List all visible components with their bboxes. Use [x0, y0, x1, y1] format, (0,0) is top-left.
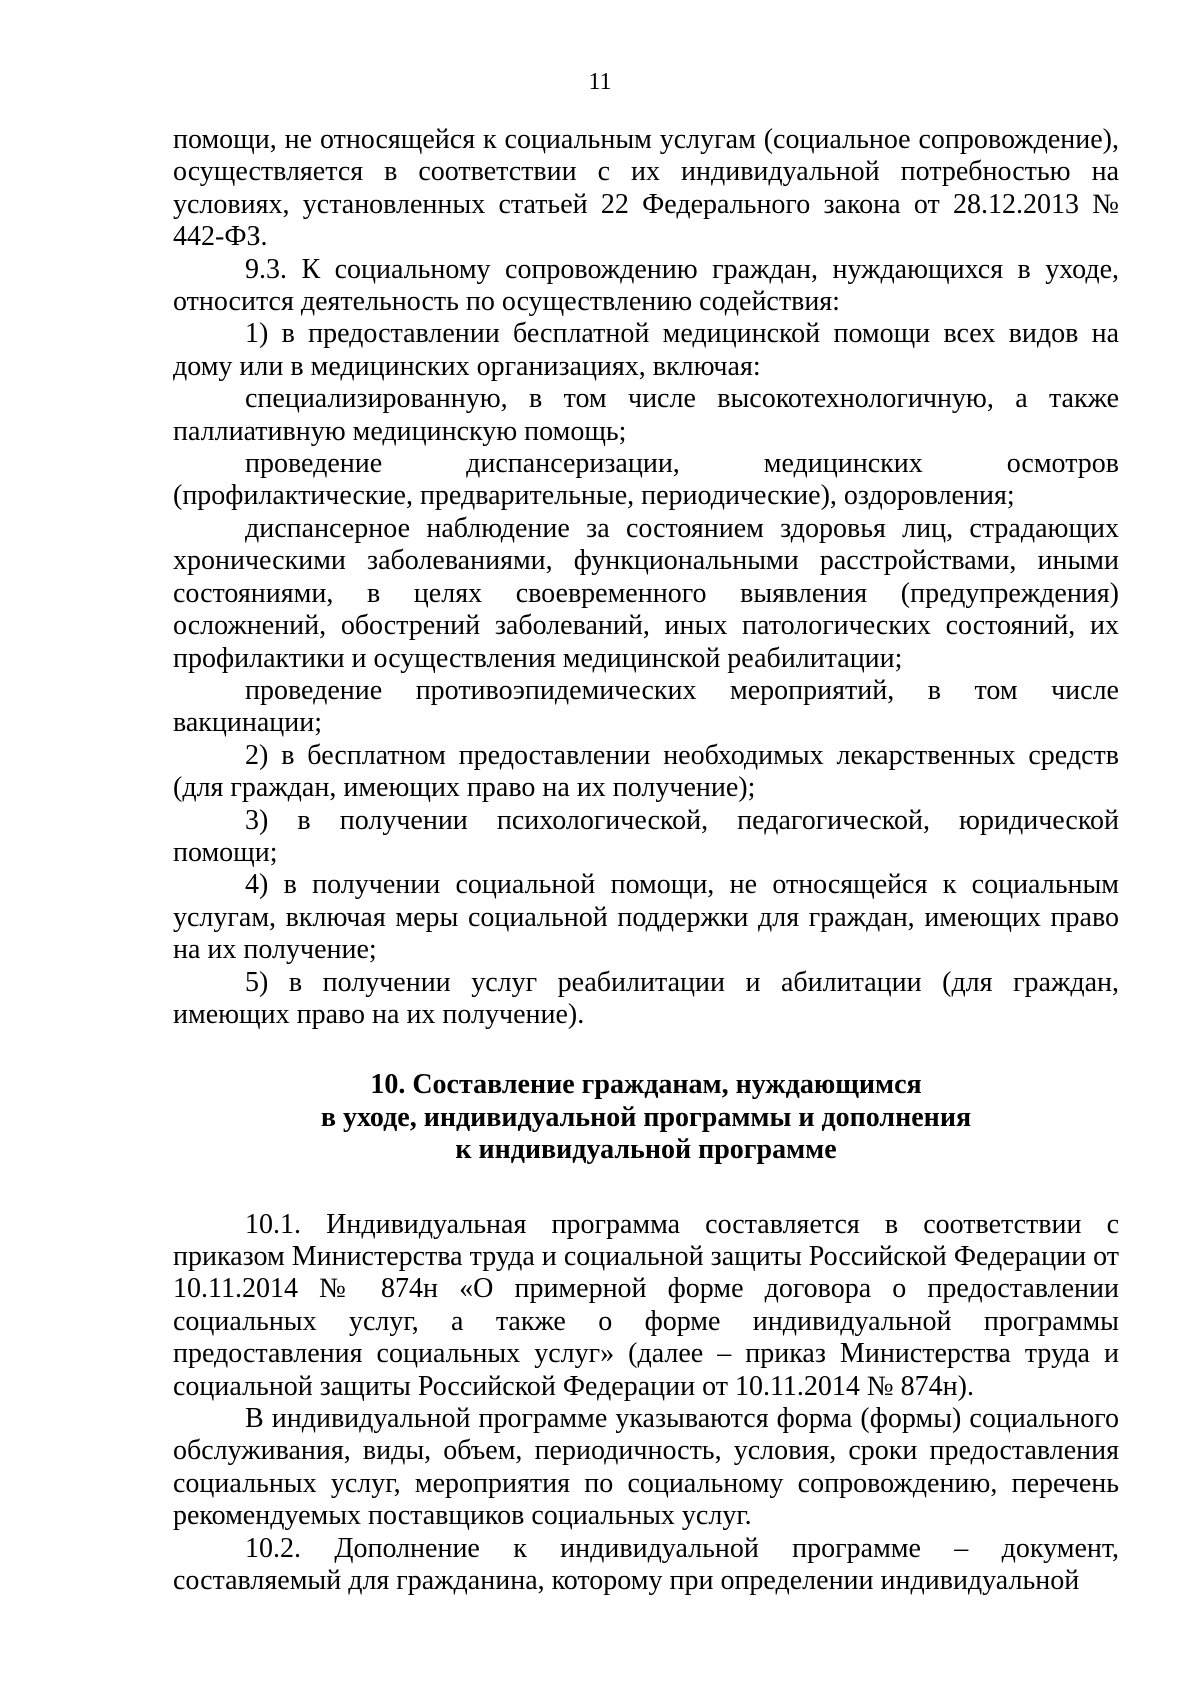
paragraph: 10.2. Дополнение к индивидуальной программе – документ, составляемый для гражданина, которому при определении индивидуальной — [173, 1532, 1119, 1597]
list-item: 2) в бесплатном предоставлении необходимых лекарственных средств (для граждан, имеющих право на их получение); — [173, 739, 1119, 804]
paragraph: 9.3. К социальному сопровождению граждан, нуждающихся в уходе, относится деятельность по осуществлению содействия: — [173, 253, 1119, 318]
section-heading-line: 10. Составление гражданам, нуждающимся — [370, 1069, 922, 1101]
page-number: 11 — [588, 69, 612, 95]
paragraph: специализированную, в том числе высокотехнологичную, а также паллиативную медицинскую помощь; — [173, 383, 1119, 447]
section-heading-line: к индивидуальной программе — [455, 1134, 837, 1166]
list-item: 3) в получении психологической, педагогической, юридической помощи; — [173, 804, 1119, 868]
list-item: 5) в получении услуг реабилитации и абилитации (для граждан, имеющих право на их получение). — [173, 966, 1119, 1030]
paragraph: проведение диспансеризации, медицинских осмотров (профилактические, предварительные, периодические), оздоровления; — [173, 448, 1119, 512]
paragraph: В индивидуальной программе указываются форма (формы) социального обслуживания, виды, объем, периодичность, условия, сроки предоставления социальных услуг, мероприятия по социальному сопровождению, перечень рекомендуемых поставщиков социальных услуг. — [173, 1403, 1119, 1532]
list-item: 4) в получении социальной помощи, не относящейся к социальным услугам, включая меры социальной поддержки для граждан, имеющих право на их получение; — [173, 869, 1119, 966]
section-heading-line: в уходе, индивидуальной программы и дополнения — [320, 1101, 972, 1133]
paragraph: 10.1. Индивидуальная программа составляется в соответствии с приказом Министерства труда и социальной защиты Российской Федерации от 10.11.2014 № 874н «О примерной форме договора о предоставлении социальных услуг, а также о форме индивидуальной программы предоставления социальных услуг» (далее – приказ Министерства труда и социальной защиты Российской Федерации от 10.11.2014 № 874н). — [173, 1208, 1119, 1402]
section-heading — [173, 1069, 1119, 1166]
paragraph: помощи, не относящейся к социальным услугам (социальное сопровождение), осуществляется в соответствии с их индивидуальной потребностью на условиях, установленных статьей 22 Федерального закона от 28.12.2013 № 442-ФЗ. — [173, 124, 1119, 253]
list-item: 1) в предоставлении бесплатной медицинской помощи всех видов на дому или в медицинских организациях, включая: — [173, 318, 1119, 382]
paragraph: диспансерное наблюдение за состоянием здоровья лиц, страдающих хроническими заболеваниями, функциональными расстройствами, иными состояниями, в целях своевременного выявления (предупреждения) осложнений, обострений заболеваний, иных патологических состояний, их профилактики и осуществления медицинской реабилитации; — [173, 512, 1119, 674]
paragraph: проведение противоэпидемических мероприятий, в том числе вакцинации; — [173, 674, 1119, 739]
document-body — [173, 124, 1119, 1597]
